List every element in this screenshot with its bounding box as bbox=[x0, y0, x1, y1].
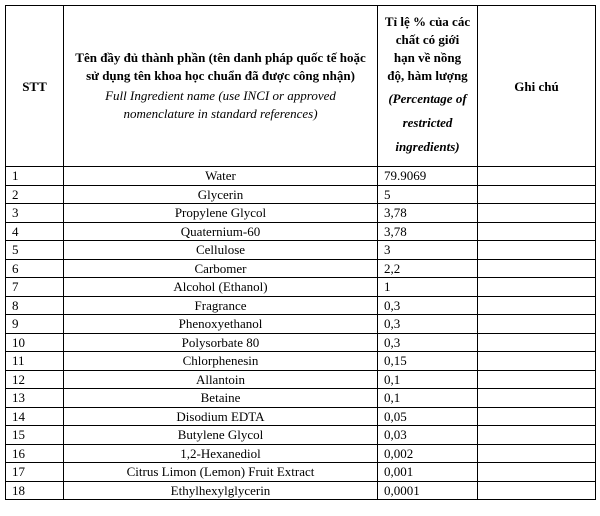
row-percentage: 0,3 bbox=[378, 333, 478, 352]
row-percentage: 3,78 bbox=[378, 204, 478, 223]
row-note bbox=[478, 167, 596, 186]
row-note bbox=[478, 296, 596, 315]
row-note bbox=[478, 204, 596, 223]
row-ingredient-name: Disodium EDTA bbox=[64, 407, 378, 426]
row-note bbox=[478, 444, 596, 463]
row-note bbox=[478, 259, 596, 278]
row-percentage: 0,002 bbox=[378, 444, 478, 463]
row-stt: 9 bbox=[6, 315, 64, 334]
row-ingredient-name: 1,2-Hexanediol bbox=[64, 444, 378, 463]
row-stt: 7 bbox=[6, 278, 64, 297]
header-percentage bbox=[378, 6, 478, 167]
header-stt: STT bbox=[6, 6, 64, 167]
table-row bbox=[6, 185, 596, 204]
table-row bbox=[6, 259, 596, 278]
table-row bbox=[6, 463, 596, 482]
row-note bbox=[478, 426, 596, 445]
row-ingredient-name: Fragrance bbox=[64, 296, 378, 315]
row-note bbox=[478, 389, 596, 408]
row-ingredient-name: Butylene Glycol bbox=[64, 426, 378, 445]
row-ingredient-name: Cellulose bbox=[64, 241, 378, 260]
table-row bbox=[6, 241, 596, 260]
table-row bbox=[6, 389, 596, 408]
row-stt: 14 bbox=[6, 407, 64, 426]
row-percentage: 0,001 bbox=[378, 463, 478, 482]
row-note bbox=[478, 315, 596, 334]
table-row bbox=[6, 333, 596, 352]
row-percentage: 1 bbox=[378, 278, 478, 297]
row-percentage: 0,3 bbox=[378, 315, 478, 334]
table-row bbox=[6, 278, 596, 297]
table-row bbox=[6, 296, 596, 315]
row-percentage: 5 bbox=[378, 185, 478, 204]
row-percentage: 3,78 bbox=[378, 222, 478, 241]
table-row bbox=[6, 481, 596, 500]
row-stt: 18 bbox=[6, 481, 64, 500]
ingredient-table bbox=[5, 5, 596, 500]
row-percentage: 0,15 bbox=[378, 352, 478, 371]
row-percentage: 0,1 bbox=[378, 389, 478, 408]
row-note bbox=[478, 407, 596, 426]
row-note bbox=[478, 241, 596, 260]
row-note bbox=[478, 481, 596, 500]
row-stt: 12 bbox=[6, 370, 64, 389]
row-stt: 6 bbox=[6, 259, 64, 278]
row-ingredient-name: Phenoxyethanol bbox=[64, 315, 378, 334]
row-percentage: 79.9069 bbox=[378, 167, 478, 186]
row-note bbox=[478, 463, 596, 482]
header-percentage-en: (Percentage of restricted ingredients) bbox=[388, 91, 467, 154]
row-ingredient-name: Carbomer bbox=[64, 259, 378, 278]
row-stt: 13 bbox=[6, 389, 64, 408]
row-ingredient-name: Polysorbate 80 bbox=[64, 333, 378, 352]
row-stt: 4 bbox=[6, 222, 64, 241]
table-row bbox=[6, 352, 596, 371]
table-row bbox=[6, 370, 596, 389]
row-stt: 5 bbox=[6, 241, 64, 260]
row-percentage: 0,05 bbox=[378, 407, 478, 426]
row-percentage: 0,1 bbox=[378, 370, 478, 389]
table-row bbox=[6, 222, 596, 241]
row-ingredient-name: Chlorphenesin bbox=[64, 352, 378, 371]
row-percentage: 0,3 bbox=[378, 296, 478, 315]
row-ingredient-name: Quaternium-60 bbox=[64, 222, 378, 241]
row-stt: 16 bbox=[6, 444, 64, 463]
header-ingredient-name bbox=[64, 6, 378, 167]
row-ingredient-name: Water bbox=[64, 167, 378, 186]
row-stt: 2 bbox=[6, 185, 64, 204]
row-ingredient-name: Citrus Limon (Lemon) Fruit Extract bbox=[64, 463, 378, 482]
row-ingredient-name: Allantoin bbox=[64, 370, 378, 389]
row-stt: 3 bbox=[6, 204, 64, 223]
row-note bbox=[478, 352, 596, 371]
row-ingredient-name: Ethylhexylglycerin bbox=[64, 481, 378, 500]
row-note bbox=[478, 370, 596, 389]
table-row bbox=[6, 204, 596, 223]
header-row bbox=[6, 6, 596, 167]
row-percentage: 3 bbox=[378, 241, 478, 260]
row-note bbox=[478, 333, 596, 352]
row-percentage: 0,03 bbox=[378, 426, 478, 445]
table-row bbox=[6, 444, 596, 463]
row-percentage: 2,2 bbox=[378, 259, 478, 278]
header-percentage-vi: Tỉ lệ % của các chất có giới hạn về nồng độ, hàm lượng bbox=[384, 14, 471, 83]
row-ingredient-name: Propylene Glycol bbox=[64, 204, 378, 223]
row-note bbox=[478, 278, 596, 297]
table-row bbox=[6, 426, 596, 445]
header-note: Ghi chú bbox=[478, 6, 596, 167]
table-row bbox=[6, 167, 596, 186]
row-stt: 15 bbox=[6, 426, 64, 445]
row-ingredient-name: Glycerin bbox=[64, 185, 378, 204]
row-note bbox=[478, 185, 596, 204]
row-ingredient-name: Alcohol (Ethanol) bbox=[64, 278, 378, 297]
row-note bbox=[478, 222, 596, 241]
header-ingredient-name-vi: Tên đầy đủ thành phần (tên danh pháp quốc tế hoặc sử dụng tên khoa học chuẩn đã được công nhận) bbox=[75, 50, 366, 83]
table-row bbox=[6, 407, 596, 426]
row-stt: 11 bbox=[6, 352, 64, 371]
row-stt: 17 bbox=[6, 463, 64, 482]
header-ingredient-name-en: Full Ingredient name (use INCI or approved nomenclature in standard references) bbox=[105, 88, 336, 121]
row-stt: 8 bbox=[6, 296, 64, 315]
table-row bbox=[6, 315, 596, 334]
row-stt: 1 bbox=[6, 167, 64, 186]
ingredient-rows bbox=[6, 167, 596, 500]
row-stt: 10 bbox=[6, 333, 64, 352]
row-ingredient-name: Betaine bbox=[64, 389, 378, 408]
row-percentage: 0,0001 bbox=[378, 481, 478, 500]
